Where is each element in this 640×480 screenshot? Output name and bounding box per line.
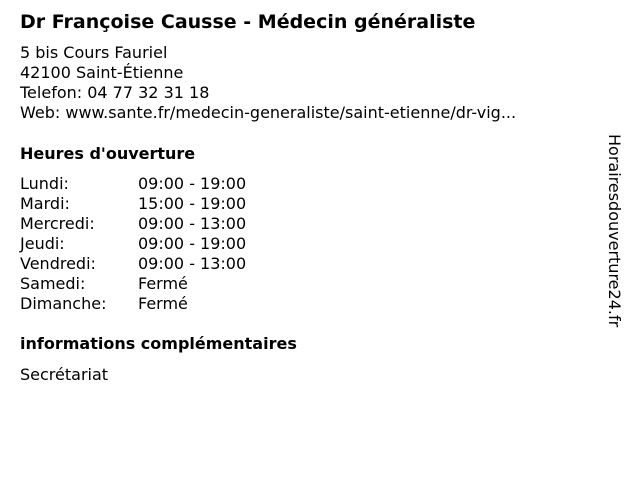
time-value: 09:00 - 13:00 xyxy=(138,214,247,233)
day-label: Mercredi: xyxy=(20,214,95,233)
info-text: Secrétariat xyxy=(20,365,109,384)
time-value: 09:00 - 19:00 xyxy=(138,174,247,193)
time-value: 09:00 - 13:00 xyxy=(138,254,247,273)
time-value: Fermé xyxy=(138,274,188,293)
address-block xyxy=(20,43,516,123)
day-label: Jeudi: xyxy=(20,234,65,253)
day-label: Samedi: xyxy=(20,274,86,293)
street-address: 5 bis Cours Fauriel xyxy=(20,43,168,62)
day-label: Lundi: xyxy=(20,174,69,193)
phone-number: Telefon: 04 77 32 31 18 xyxy=(20,83,210,102)
page-title: Dr Françoise Causse - Médecin généraliste xyxy=(20,11,476,33)
day-label: Vendredi: xyxy=(20,254,96,273)
day-label: Mardi: xyxy=(20,194,70,213)
site-watermark: Horairesdouverture24.fr xyxy=(605,134,624,328)
time-value: Fermé xyxy=(138,294,188,313)
city-address: 42100 Saint-Étienne xyxy=(20,63,184,82)
info-heading: informations complémentaires xyxy=(20,334,297,353)
website-link[interactable]: Web: www.sante.fr/medecin-generaliste/saint-etienne/dr-vig... xyxy=(20,103,517,122)
hours-heading: Heures d'ouverture xyxy=(20,144,196,163)
day-label: Dimanche: xyxy=(20,294,107,313)
time-value: 09:00 - 19:00 xyxy=(138,234,247,253)
time-value: 15:00 - 19:00 xyxy=(138,194,247,213)
